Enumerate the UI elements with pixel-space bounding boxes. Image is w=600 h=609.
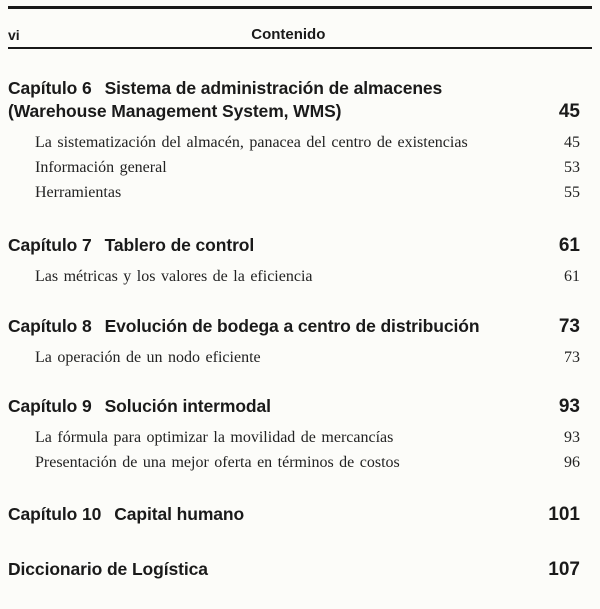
subitem-title: Herramientas (35, 184, 122, 201)
toc-subitem (8, 159, 580, 176)
toc-chapter-7 (8, 234, 580, 285)
chapter-title (8, 503, 538, 526)
toc-subitem (8, 429, 580, 446)
folio-page-number: vi (8, 27, 20, 43)
subitem-page-number: 73 (564, 349, 580, 366)
toc-subitem (8, 134, 580, 151)
chapter-title-line1: Solución intermodal (104, 396, 271, 416)
chapter-title-line2: (Warehouse Management System, WMS) (8, 101, 342, 121)
toc-dictionary-entry (8, 558, 580, 581)
toc-subitem (8, 454, 580, 471)
subitem-title: Información general (35, 159, 167, 176)
dictionary-page-number: 107 (548, 559, 580, 580)
subitem-page-number: 93 (564, 429, 580, 446)
chapter-heading-row (8, 558, 580, 581)
chapter-subitems (8, 268, 580, 285)
chapter-title (8, 77, 549, 123)
toc-subitem (8, 184, 580, 201)
chapter-subitems (8, 349, 580, 366)
subitem-page-number: 53 (564, 159, 580, 176)
chapter-page-number: 93 (558, 396, 580, 417)
subitem-page-number: 45 (564, 134, 580, 151)
chapter-label: Capítulo 8 (8, 316, 92, 336)
dictionary-title (8, 558, 538, 581)
chapter-subitems (8, 429, 580, 471)
toc-chapter-6 (8, 77, 580, 201)
chapter-heading-row (8, 234, 580, 257)
subitem-page-number: 61 (564, 268, 580, 285)
chapter-page-number: 45 (558, 101, 580, 122)
chapter-heading-row (8, 395, 580, 418)
chapter-label: Capítulo 10 (8, 504, 102, 524)
subitem-title: Las métricas y los valores de la eficiencia (35, 268, 313, 285)
toc-chapter-8 (8, 315, 580, 366)
chapter-title (8, 395, 549, 418)
page-header (8, 9, 592, 47)
header-bottom-rule (8, 47, 592, 49)
chapter-label: Capítulo 7 (8, 235, 92, 255)
dictionary-title-text: Diccionario de Logística (8, 559, 208, 579)
toc-subitem (8, 268, 580, 285)
subitem-title: La sistematización del almacén, panacea del centro de existencias (35, 134, 468, 151)
running-title: Contenido (251, 26, 326, 43)
subitem-title: La operación de un nodo eficiente (35, 349, 261, 366)
chapter-subitems (8, 134, 580, 201)
chapter-title-line1: Sistema de administración de almacenes (104, 78, 443, 98)
subitem-title: La fórmula para optimizar la movilidad de mercancías (35, 429, 394, 446)
chapter-label: Capítulo 6 (8, 78, 92, 98)
chapter-title (8, 234, 549, 257)
subitem-page-number: 96 (564, 454, 580, 471)
chapter-title-line1: Tablero de control (104, 235, 255, 255)
chapter-label: Capítulo 9 (8, 396, 92, 416)
chapter-heading-row (8, 77, 580, 123)
toc-chapter-9 (8, 395, 580, 471)
toc-subitem (8, 349, 580, 366)
toc-list (8, 77, 592, 581)
chapter-title (8, 315, 549, 338)
toc-chapter-10 (8, 503, 580, 526)
subitem-page-number: 55 (564, 184, 580, 201)
chapter-title-line1: Capital humano (114, 504, 245, 524)
chapter-heading-row (8, 503, 580, 526)
chapter-page-number: 73 (558, 316, 580, 337)
chapter-page-number: 61 (558, 235, 580, 256)
subitem-title: Presentación de una mejor oferta en términos de costos (35, 454, 400, 471)
chapter-page-number: 101 (548, 504, 580, 525)
chapter-heading-row (8, 315, 580, 338)
chapter-title-line1: Evolución de bodega a centro de distribución (104, 316, 480, 336)
